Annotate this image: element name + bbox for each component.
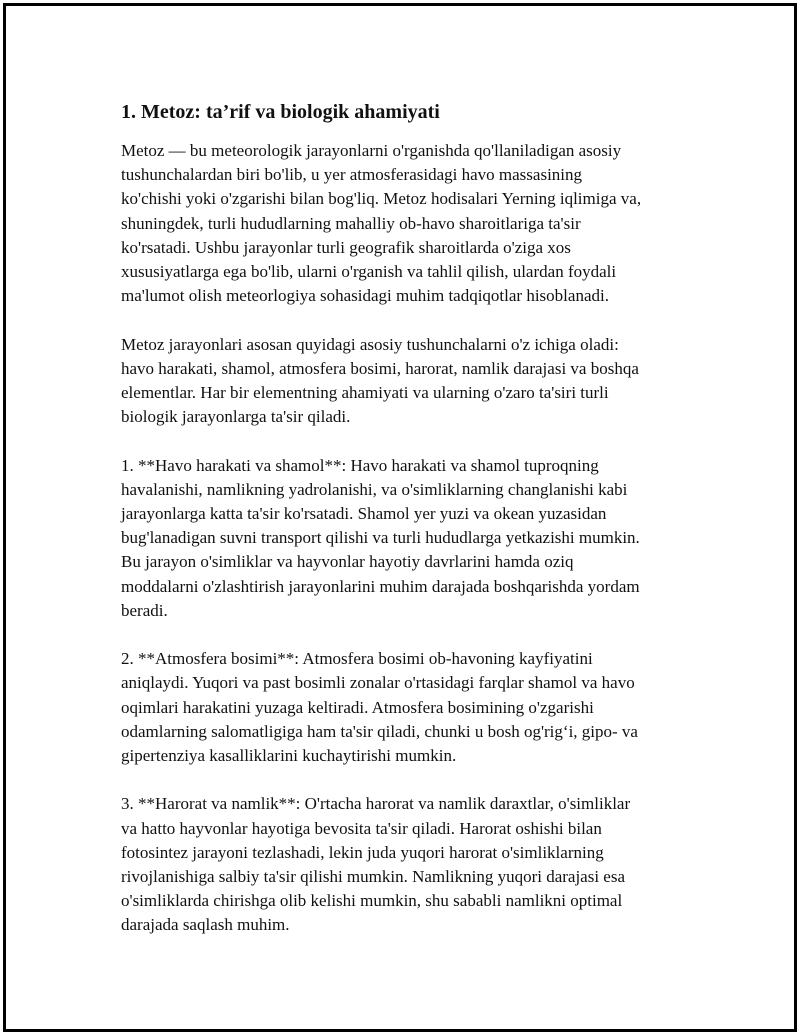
page-frame <box>3 3 797 1032</box>
paragraph-definition: Metoz — bu meteorologik jarayonlarni o'rganishda qo'llaniladigan asosiy tushunchalardan biri bo'lib, u yer atmosferasidagi havo massasining ko'chishi yoki o'zgarishi bilan bog'liq. Metoz hodisalari Yerning iqlimiga va, shuningdek, turli hududlarning mahalliy ob-havo sharoitlariga ta'sir ko'rsatadi. Ushbu jarayonlar turli geografik sharoitlarda o'ziga xos xususiyatlarga ega bo'lib, ularni o'rganish va tahlil qilish, ulardan foydali ma'lumot olish meteorlogiya sohasidagi muhim tadqiqotlar hisoblanadi. <box>121 141 642 306</box>
paragraph-air-movement-wind: 1. **Havo harakati va shamol**: Havo harakati va shamol tuproqning havalanishi, namlikning yadrolanishi, va o'simliklarning changlanishi kabi jarayonlarga katta ta'sir ko'rsatadi. Shamol yer yuzi va okean yuzasidan bug'lanadigan suvni transport qilishi va turli hududlarga yetkazishi mumkin. Bu jarayon o'simliklar va hayvonlar hayotiy davrlarini hamda oziq moddalarni o'zlashtirish jarayonlarini muhim darajada boshqarishda yordam beradi. <box>121 455 640 620</box>
paragraph-atmospheric-pressure: 2. **Atmosfera bosimi**: Atmosfera bosimi ob-havoning kayfiyatini aniqlaydi. Yuqori va past bosimli zonalar o'rtasidagi farqlar shamol va havo oqimlari harakatini yuzaga keltiradi. Atmosfera bosimining o'zgarishi odamlarning salomatligiga ham ta'sir qiladi, chunki u bosh og'rig‘i, gipo- va gipertenziya kasalliklarini kuchaytirishi mumkin. <box>121 649 638 766</box>
document-body <box>121 99 696 962</box>
paragraph-concepts: Metoz jarayonlari asosan quyidagi asosiy tushunchalarni o'z ichiga oladi: havo harakati, shamol, atmosfera bosimi, harorat, namlik darajasi va boshqa elementlar. Har bir elementning ahamiyati va ularning o'zaro ta'siri turli biologik jarayonlarga ta'sir qiladi. <box>121 334 639 427</box>
section-heading: 1. Metoz: ta’rif va biologik ahamiyati <box>121 101 440 123</box>
paragraph-temperature-humidity: 3. **Harorat va namlik**: O'rtacha harorat va namlik daraxtlar, o'simliklar va hatto hayvonlar hayotiga bevosita ta'sir qiladi. Harorat oshishi bilan fotosintez jarayoni tezlashadi, lekin juda yuqori harorat o'simliklarning rivojlanishiga salbiy ta'sir qilishi mumkin. Namlikning yuqori darajasi esa o'simliklarda chirishga olib kelishi mumkin, shu sababli namlikni optimal darajada saqlash muhim. <box>121 794 631 935</box>
